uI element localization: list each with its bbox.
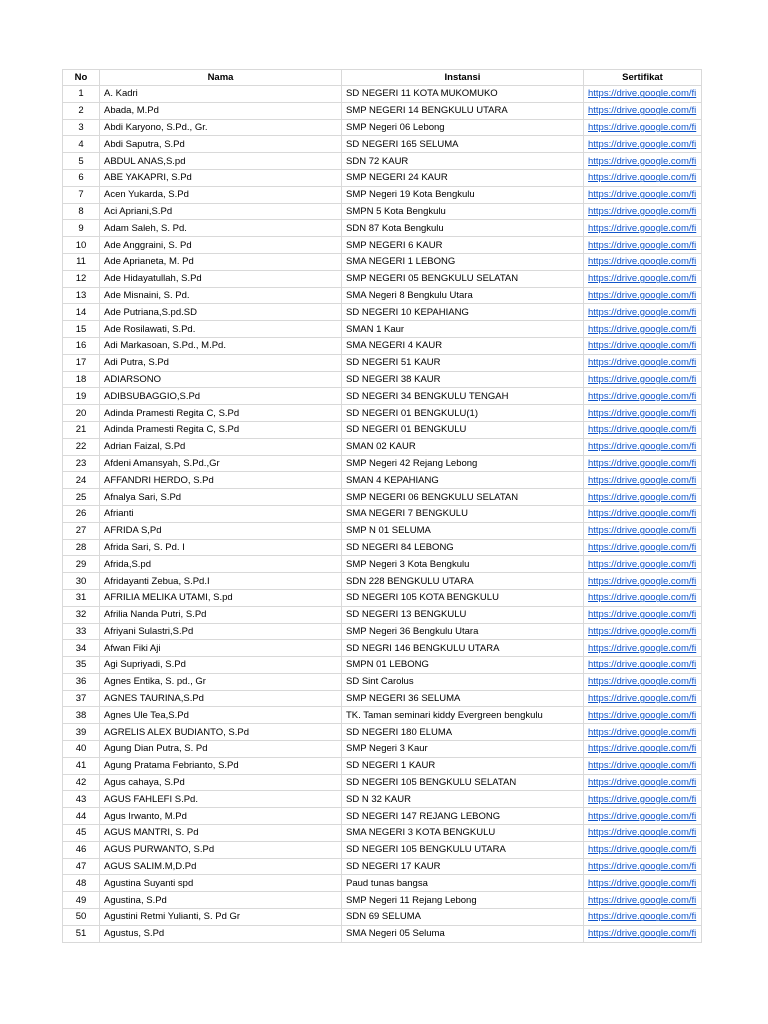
row-number-cell: 43 <box>63 791 100 808</box>
institution-cell: SMP NEGERI 24 KAUR <box>342 169 584 186</box>
row-number-cell: 8 <box>63 203 100 220</box>
name-cell: Afrianti <box>100 505 342 522</box>
name-cell: Afriyani Sulastri,S.Pd <box>100 623 342 640</box>
institution-cell: SMP Negeri 06 Lebong <box>342 119 584 136</box>
table-row <box>63 707 702 724</box>
certificate-link[interactable]: https://drive.google.com/fi <box>584 136 702 153</box>
row-number-cell: 2 <box>63 102 100 119</box>
row-number-cell: 20 <box>63 405 100 422</box>
row-number-cell: 25 <box>63 489 100 506</box>
institution-cell: SD NEGERI 11 KOTA MUKOMUKO <box>342 86 584 103</box>
certificate-link[interactable]: https://drive.google.com/fi <box>584 673 702 690</box>
table-row <box>63 253 702 270</box>
institution-cell: SD NEGERI 147 REJANG LEBONG <box>342 808 584 825</box>
row-number-cell: 33 <box>63 623 100 640</box>
certificate-link[interactable]: https://drive.google.com/fi <box>584 892 702 909</box>
certificate-link[interactable]: https://drive.google.com/fi <box>584 270 702 287</box>
name-cell: AGUS FAHLEFI S.Pd. <box>100 791 342 808</box>
name-cell: Agnes Entika, S. pd., Gr <box>100 673 342 690</box>
certificate-link[interactable]: https://drive.google.com/fi <box>584 825 702 842</box>
institution-cell: SMP Negeri 3 Kaur <box>342 741 584 758</box>
institution-cell: SMAN 02 KAUR <box>342 438 584 455</box>
certificate-link[interactable]: https://drive.google.com/fi <box>584 153 702 170</box>
table-row <box>63 186 702 203</box>
name-cell: Afrilia Nanda Putri, S.Pd <box>100 606 342 623</box>
row-number-cell: 11 <box>63 253 100 270</box>
certificate-link[interactable]: https://drive.google.com/fi <box>584 791 702 808</box>
certificate-link[interactable]: https://drive.google.com/fi <box>584 909 702 926</box>
institution-cell: SMP N 01 SELUMA <box>342 522 584 539</box>
row-number-cell: 42 <box>63 774 100 791</box>
certificate-link[interactable]: https://drive.google.com/fi <box>584 371 702 388</box>
institution-cell: SMAN 4 KEPAHIANG <box>342 472 584 489</box>
name-cell: Adi Putra, S.Pd <box>100 354 342 371</box>
name-cell: Abdi Saputra, S.Pd <box>100 136 342 153</box>
institution-cell: SDN 87 Kota Bengkulu <box>342 220 584 237</box>
table-row <box>63 573 702 590</box>
certificate-link[interactable]: https://drive.google.com/fi <box>584 119 702 136</box>
name-cell: ADIBSUBAGGIO,S.Pd <box>100 388 342 405</box>
certificate-link[interactable]: https://drive.google.com/fi <box>584 690 702 707</box>
table-row <box>63 505 702 522</box>
name-cell: Agung Dian Putra, S. Pd <box>100 741 342 758</box>
institution-cell: SDN 228 BENGKULU UTARA <box>342 573 584 590</box>
certificate-link[interactable]: https://drive.google.com/fi <box>584 505 702 522</box>
institution-cell: SMA Negeri 8 Bengkulu Utara <box>342 287 584 304</box>
name-cell: AGNES TAURINA,S.Pd <box>100 690 342 707</box>
certificate-link[interactable]: https://drive.google.com/fi <box>584 438 702 455</box>
name-cell: AFRILIA MELIKA UTAMI, S.pd <box>100 589 342 606</box>
name-cell: Adrian Faizal, S.Pd <box>100 438 342 455</box>
name-cell: Agustina, S.Pd <box>100 892 342 909</box>
institution-cell: SD NEGERI 38 KAUR <box>342 371 584 388</box>
row-number-cell: 51 <box>63 925 100 942</box>
certificate-link[interactable]: https://drive.google.com/fi <box>584 169 702 186</box>
name-cell: Afrida,S.pd <box>100 556 342 573</box>
row-number-cell: 31 <box>63 589 100 606</box>
row-number-cell: 5 <box>63 153 100 170</box>
row-number-cell: 26 <box>63 505 100 522</box>
table-row <box>63 321 702 338</box>
name-cell: AFFANDRI HERDO, S.Pd <box>100 472 342 489</box>
certificate-link[interactable]: https://drive.google.com/fi <box>584 388 702 405</box>
table-row <box>63 203 702 220</box>
name-cell: ABE YAKAPRI, S.Pd <box>100 169 342 186</box>
certificate-link[interactable]: https://drive.google.com/fi <box>584 253 702 270</box>
certificate-link[interactable]: https://drive.google.com/fi <box>584 102 702 119</box>
certificate-link[interactable]: https://drive.google.com/fi <box>584 841 702 858</box>
name-cell: ADIARSONO <box>100 371 342 388</box>
name-cell: Abada, M.Pd <box>100 102 342 119</box>
table-row <box>63 405 702 422</box>
institution-cell: SD NEGERI 51 KAUR <box>342 354 584 371</box>
certificate-link[interactable]: https://drive.google.com/fi <box>584 86 702 103</box>
table-row <box>63 270 702 287</box>
certificate-link[interactable]: https://drive.google.com/fi <box>584 321 702 338</box>
row-number-cell: 47 <box>63 858 100 875</box>
certificate-link[interactable]: https://drive.google.com/fi <box>584 556 702 573</box>
row-number-cell: 40 <box>63 741 100 758</box>
table-row <box>63 556 702 573</box>
row-number-cell: 34 <box>63 640 100 657</box>
table-row <box>63 102 702 119</box>
name-cell: Agnes Ule Tea,S.Pd <box>100 707 342 724</box>
name-cell: Agustus, S.Pd <box>100 925 342 942</box>
name-cell: Afnalya Sari, S.Pd <box>100 489 342 506</box>
certificate-link[interactable]: https://drive.google.com/fi <box>584 522 702 539</box>
row-number-cell: 30 <box>63 573 100 590</box>
certificate-link[interactable]: https://drive.google.com/fi <box>584 606 702 623</box>
certificate-link[interactable]: https://drive.google.com/fi <box>584 640 702 657</box>
table-row <box>63 354 702 371</box>
row-number-cell: 1 <box>63 86 100 103</box>
certificate-link[interactable]: https://drive.google.com/fi <box>584 287 702 304</box>
table-row <box>63 589 702 606</box>
certificate-link[interactable]: https://drive.google.com/fi <box>584 405 702 422</box>
table-row <box>63 875 702 892</box>
institution-cell: SMA NEGERI 4 KAUR <box>342 337 584 354</box>
row-number-cell: 12 <box>63 270 100 287</box>
certificate-link[interactable]: https://drive.google.com/fi <box>584 472 702 489</box>
header-sertifikat: Sertifikat <box>584 70 702 86</box>
institution-cell: SMA NEGERI 1 LEBONG <box>342 253 584 270</box>
row-number-cell: 28 <box>63 539 100 556</box>
institution-cell: SMA NEGERI 3 KOTA BENGKULU <box>342 825 584 842</box>
row-number-cell: 38 <box>63 707 100 724</box>
header-no: No <box>63 70 100 86</box>
table-row <box>63 489 702 506</box>
row-number-cell: 24 <box>63 472 100 489</box>
table-row <box>63 304 702 321</box>
certificate-link[interactable]: https://drive.google.com/fi <box>584 304 702 321</box>
name-cell: Ade Anggraini, S. Pd <box>100 237 342 254</box>
header-nama: Nama <box>100 70 342 86</box>
certificate-link[interactable]: https://drive.google.com/fi <box>584 354 702 371</box>
row-number-cell: 27 <box>63 522 100 539</box>
institution-cell: SD N 32 KAUR <box>342 791 584 808</box>
institution-cell: SD NEGERI 165 SELUMA <box>342 136 584 153</box>
institution-cell: SD Sint Carolus <box>342 673 584 690</box>
table-row <box>63 371 702 388</box>
name-cell: Afrida Sari, S. Pd. I <box>100 539 342 556</box>
row-number-cell: 14 <box>63 304 100 321</box>
header-instansi: Instansi <box>342 70 584 86</box>
name-cell: AGUS MANTRI, S. Pd <box>100 825 342 842</box>
certificate-link[interactable]: https://drive.google.com/fi <box>584 186 702 203</box>
name-cell: AGRELIS ALEX BUDIANTO, S.Pd <box>100 724 342 741</box>
certificate-link[interactable]: https://drive.google.com/fi <box>584 858 702 875</box>
table-row <box>63 841 702 858</box>
table-row <box>63 673 702 690</box>
certificate-link[interactable]: https://drive.google.com/fi <box>584 203 702 220</box>
name-cell: Agung Pratama Febrianto, S.Pd <box>100 757 342 774</box>
row-number-cell: 6 <box>63 169 100 186</box>
table-row <box>63 724 702 741</box>
name-cell: Acen Yukarda, S.Pd <box>100 186 342 203</box>
table-row <box>63 858 702 875</box>
table-row <box>63 623 702 640</box>
table-row <box>63 640 702 657</box>
row-number-cell: 46 <box>63 841 100 858</box>
institution-cell: SMP NEGERI 6 KAUR <box>342 237 584 254</box>
table-row <box>63 657 702 674</box>
name-cell: Adinda Pramesti Regita C, S.Pd <box>100 421 342 438</box>
institution-cell: Paud tunas bangsa <box>342 875 584 892</box>
institution-cell: SD NEGERI 34 BENGKULU TENGAH <box>342 388 584 405</box>
table-row <box>63 337 702 354</box>
row-number-cell: 4 <box>63 136 100 153</box>
name-cell: Adam Saleh, S. Pd. <box>100 220 342 237</box>
certificate-link[interactable]: https://drive.google.com/fi <box>584 774 702 791</box>
institution-cell: SMP NEGERI 14 BENGKULU UTARA <box>342 102 584 119</box>
certificate-link[interactable]: https://drive.google.com/fi <box>584 724 702 741</box>
row-number-cell: 21 <box>63 421 100 438</box>
row-number-cell: 36 <box>63 673 100 690</box>
name-cell: Afridayanti Zebua, S.Pd.I <box>100 573 342 590</box>
data-table <box>62 69 702 943</box>
row-number-cell: 41 <box>63 757 100 774</box>
institution-cell: SMP Negeri 3 Kota Bengkulu <box>342 556 584 573</box>
name-cell: Afwan Fiki Aji <box>100 640 342 657</box>
certificate-link[interactable]: https://drive.google.com/fi <box>584 455 702 472</box>
institution-cell: SMA Negeri 05 Seluma <box>342 925 584 942</box>
row-number-cell: 7 <box>63 186 100 203</box>
row-number-cell: 18 <box>63 371 100 388</box>
certificate-link[interactable]: https://drive.google.com/fi <box>584 623 702 640</box>
table-row <box>63 153 702 170</box>
table-row <box>63 220 702 237</box>
header-row <box>63 70 702 86</box>
certificate-link[interactable]: https://drive.google.com/fi <box>584 237 702 254</box>
table-row <box>63 539 702 556</box>
institution-cell: SD NEGERI 105 BENGKULU SELATAN <box>342 774 584 791</box>
institution-cell: SMP Negeri 36 Bengkulu Utara <box>342 623 584 640</box>
name-cell: Agustini Retmi Yulianti, S. Pd Gr <box>100 909 342 926</box>
name-cell: Agus Irwanto, M.Pd <box>100 808 342 825</box>
name-cell: Aci Apriani,S.Pd <box>100 203 342 220</box>
table-row <box>63 86 702 103</box>
name-cell: Abdi Karyono, S.Pd., Gr. <box>100 119 342 136</box>
name-cell: Adi Markasoan, S.Pd., M.Pd. <box>100 337 342 354</box>
certificate-link[interactable]: https://drive.google.com/fi <box>584 589 702 606</box>
table-row <box>63 522 702 539</box>
table-row <box>63 388 702 405</box>
certificate-link[interactable]: https://drive.google.com/fi <box>584 757 702 774</box>
row-number-cell: 32 <box>63 606 100 623</box>
table-row <box>63 472 702 489</box>
name-cell: Agi Supriyadi, S.Pd <box>100 657 342 674</box>
certificate-link[interactable]: https://drive.google.com/fi <box>584 808 702 825</box>
row-number-cell: 19 <box>63 388 100 405</box>
institution-cell: TK. Taman seminari kiddy Evergreen bengkulu <box>342 707 584 724</box>
certificate-link[interactable]: https://drive.google.com/fi <box>584 925 702 942</box>
table-row <box>63 421 702 438</box>
table-row <box>63 136 702 153</box>
certificate-link[interactable]: https://drive.google.com/fi <box>584 539 702 556</box>
institution-cell: SD NEGERI 01 BENGKULU <box>342 421 584 438</box>
row-number-cell: 23 <box>63 455 100 472</box>
institution-cell: SMP Negeri 11 Rejang Lebong <box>342 892 584 909</box>
institution-cell: SMP NEGERI 06 BENGKULU SELATAN <box>342 489 584 506</box>
row-number-cell: 16 <box>63 337 100 354</box>
name-cell: Agustina Suyanti spd <box>100 875 342 892</box>
certificate-link[interactable]: https://drive.google.com/fi <box>584 337 702 354</box>
row-number-cell: 3 <box>63 119 100 136</box>
row-number-cell: 29 <box>63 556 100 573</box>
name-cell: AFRIDA S,Pd <box>100 522 342 539</box>
table-row <box>63 774 702 791</box>
certificate-link[interactable]: https://drive.google.com/fi <box>584 573 702 590</box>
institution-cell: SMPN 01 LEBONG <box>342 657 584 674</box>
row-number-cell: 39 <box>63 724 100 741</box>
table-row <box>63 892 702 909</box>
certificate-link[interactable]: https://drive.google.com/fi <box>584 707 702 724</box>
institution-cell: SD NEGERI 105 BENGKULU UTARA <box>342 841 584 858</box>
table-row <box>63 690 702 707</box>
certificate-link[interactable]: https://drive.google.com/fi <box>584 875 702 892</box>
table-row <box>63 438 702 455</box>
row-number-cell: 10 <box>63 237 100 254</box>
table-row <box>63 757 702 774</box>
name-cell: Ade Aprianeta, M. Pd <box>100 253 342 270</box>
row-number-cell: 49 <box>63 892 100 909</box>
name-cell: Afdeni Amansyah, S.Pd.,Gr <box>100 455 342 472</box>
institution-cell: SMP NEGERI 36 SELUMA <box>342 690 584 707</box>
name-cell: Ade Hidayatullah, S.Pd <box>100 270 342 287</box>
institution-cell: SMPN 5 Kota Bengkulu <box>342 203 584 220</box>
institution-cell: SD NEGRI 146 BENGKULU UTARA <box>342 640 584 657</box>
row-number-cell: 17 <box>63 354 100 371</box>
name-cell: AGUS PURWANTO, S.Pd <box>100 841 342 858</box>
table-row <box>63 909 702 926</box>
certificate-link[interactable]: https://drive.google.com/fi <box>584 657 702 674</box>
name-cell: Ade Putriana,S.pd.SD <box>100 304 342 321</box>
table-row <box>63 119 702 136</box>
institution-cell: SD NEGERI 17 KAUR <box>342 858 584 875</box>
name-cell: A. Kadri <box>100 86 342 103</box>
table-row <box>63 791 702 808</box>
name-cell: Adinda Pramesti Regita C, S.Pd <box>100 405 342 422</box>
row-number-cell: 45 <box>63 825 100 842</box>
table-row <box>63 169 702 186</box>
name-cell: Ade Rosilawati, S.Pd. <box>100 321 342 338</box>
institution-cell: SD NEGERI 10 KEPAHIANG <box>342 304 584 321</box>
row-number-cell: 50 <box>63 909 100 926</box>
row-number-cell: 37 <box>63 690 100 707</box>
institution-cell: SDN 69 SELUMA <box>342 909 584 926</box>
name-cell: AGUS SALIM.M,D.Pd <box>100 858 342 875</box>
row-number-cell: 13 <box>63 287 100 304</box>
name-cell: Ade Misnaini, S. Pd. <box>100 287 342 304</box>
institution-cell: SD NEGERI 84 LEBONG <box>342 539 584 556</box>
institution-cell: SMP NEGERI 05 BENGKULU SELATAN <box>342 270 584 287</box>
certificate-link[interactable]: https://drive.google.com/fi <box>584 220 702 237</box>
row-number-cell: 35 <box>63 657 100 674</box>
row-number-cell: 9 <box>63 220 100 237</box>
institution-cell: SMA NEGERI 7 BENGKULU <box>342 505 584 522</box>
name-cell: ABDUL ANAS,S.pd <box>100 153 342 170</box>
table-row <box>63 925 702 942</box>
institution-cell: SD NEGERI 105 KOTA BENGKULU <box>342 589 584 606</box>
table-row <box>63 606 702 623</box>
table-row <box>63 808 702 825</box>
certificate-link[interactable]: https://drive.google.com/fi <box>584 741 702 758</box>
institution-cell: SMP Negeri 19 Kota Bengkulu <box>342 186 584 203</box>
table-row <box>63 825 702 842</box>
table-row <box>63 741 702 758</box>
table-row <box>63 287 702 304</box>
row-number-cell: 48 <box>63 875 100 892</box>
table-row <box>63 237 702 254</box>
certificate-link[interactable]: https://drive.google.com/fi <box>584 421 702 438</box>
row-number-cell: 22 <box>63 438 100 455</box>
row-number-cell: 15 <box>63 321 100 338</box>
institution-cell: SD NEGERI 180 ELUMA <box>342 724 584 741</box>
institution-cell: SDN 72 KAUR <box>342 153 584 170</box>
institution-cell: SD NEGERI 13 BENGKULU <box>342 606 584 623</box>
institution-cell: SD NEGERI 01 BENGKULU(1) <box>342 405 584 422</box>
row-number-cell: 44 <box>63 808 100 825</box>
table-row <box>63 455 702 472</box>
institution-cell: SMAN 1 Kaur <box>342 321 584 338</box>
name-cell: Agus cahaya, S.Pd <box>100 774 342 791</box>
certificate-link[interactable]: https://drive.google.com/fi <box>584 489 702 506</box>
institution-cell: SD NEGERI 1 KAUR <box>342 757 584 774</box>
institution-cell: SMP Negeri 42 Rejang Lebong <box>342 455 584 472</box>
